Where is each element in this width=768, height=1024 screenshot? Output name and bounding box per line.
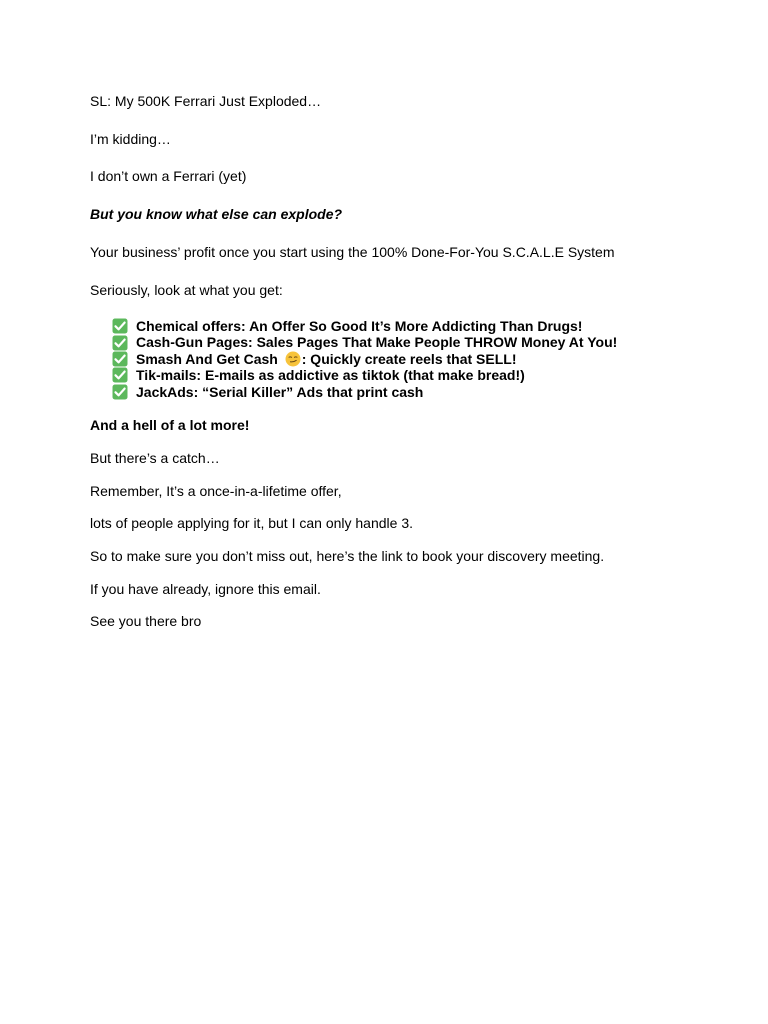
paragraph-a-lot-more: And a hell of a lot more! <box>90 417 250 433</box>
paragraph-once-in-a-lifetime: Remember, It’s a once-in-a-lifetime offer, <box>90 483 342 499</box>
list-item <box>112 384 617 400</box>
paragraph-explode-question: But you know what else can explode? <box>90 206 343 222</box>
paragraph-ignore-email: If you have already, ignore this email. <box>90 581 321 597</box>
smirking-face-icon <box>285 351 301 367</box>
list-item <box>112 318 617 334</box>
feature-checklist <box>112 318 617 400</box>
list-item-text-after: : Quickly create reels that SELL! <box>301 350 517 367</box>
paragraph-kidding: I’m kidding… <box>90 131 171 147</box>
paragraph-handle-three: lots of people applying for it, but I can only handle 3. <box>90 515 413 531</box>
list-item <box>112 367 617 383</box>
list-item <box>112 334 617 350</box>
list-item <box>112 351 617 367</box>
list-item-text: Chemical offers: An Offer So Good It’s More Addicting Than Drugs! <box>136 318 583 334</box>
check-mark-icon <box>112 384 128 400</box>
paragraph-see-you: See you there bro <box>90 613 202 629</box>
paragraph-business-profit: Your business’ profit once you start using the 100% Done-For-You S.C.A.L.E System <box>90 244 615 260</box>
list-item-text-before: Smash And Get Cash <box>136 350 282 367</box>
paragraph-catch: But there’s a catch… <box>90 450 220 466</box>
check-mark-icon <box>112 367 128 383</box>
paragraph-look-what-you-get: Seriously, look at what you get: <box>90 282 283 298</box>
check-mark-icon <box>112 335 128 351</box>
check-mark-icon <box>112 351 128 367</box>
list-item-text: Tik-mails: E-mails as addictive as tiktok (that make bread!) <box>136 367 525 384</box>
list-item-text: JackAds: “Serial Killer” Ads that print cash <box>136 383 424 400</box>
paragraph-book-meeting: So to make sure you don’t miss out, here’s the link to book your discovery meeting. <box>90 548 605 564</box>
check-mark-icon <box>112 318 128 334</box>
list-item-text: Cash-Gun Pages: Sales Pages That Make People THROW Money At You! <box>136 334 618 351</box>
paragraph-no-ferrari: I don’t own a Ferrari (yet) <box>90 168 247 184</box>
subject-line: SL: My 500K Ferrari Just Exploded… <box>90 93 322 109</box>
